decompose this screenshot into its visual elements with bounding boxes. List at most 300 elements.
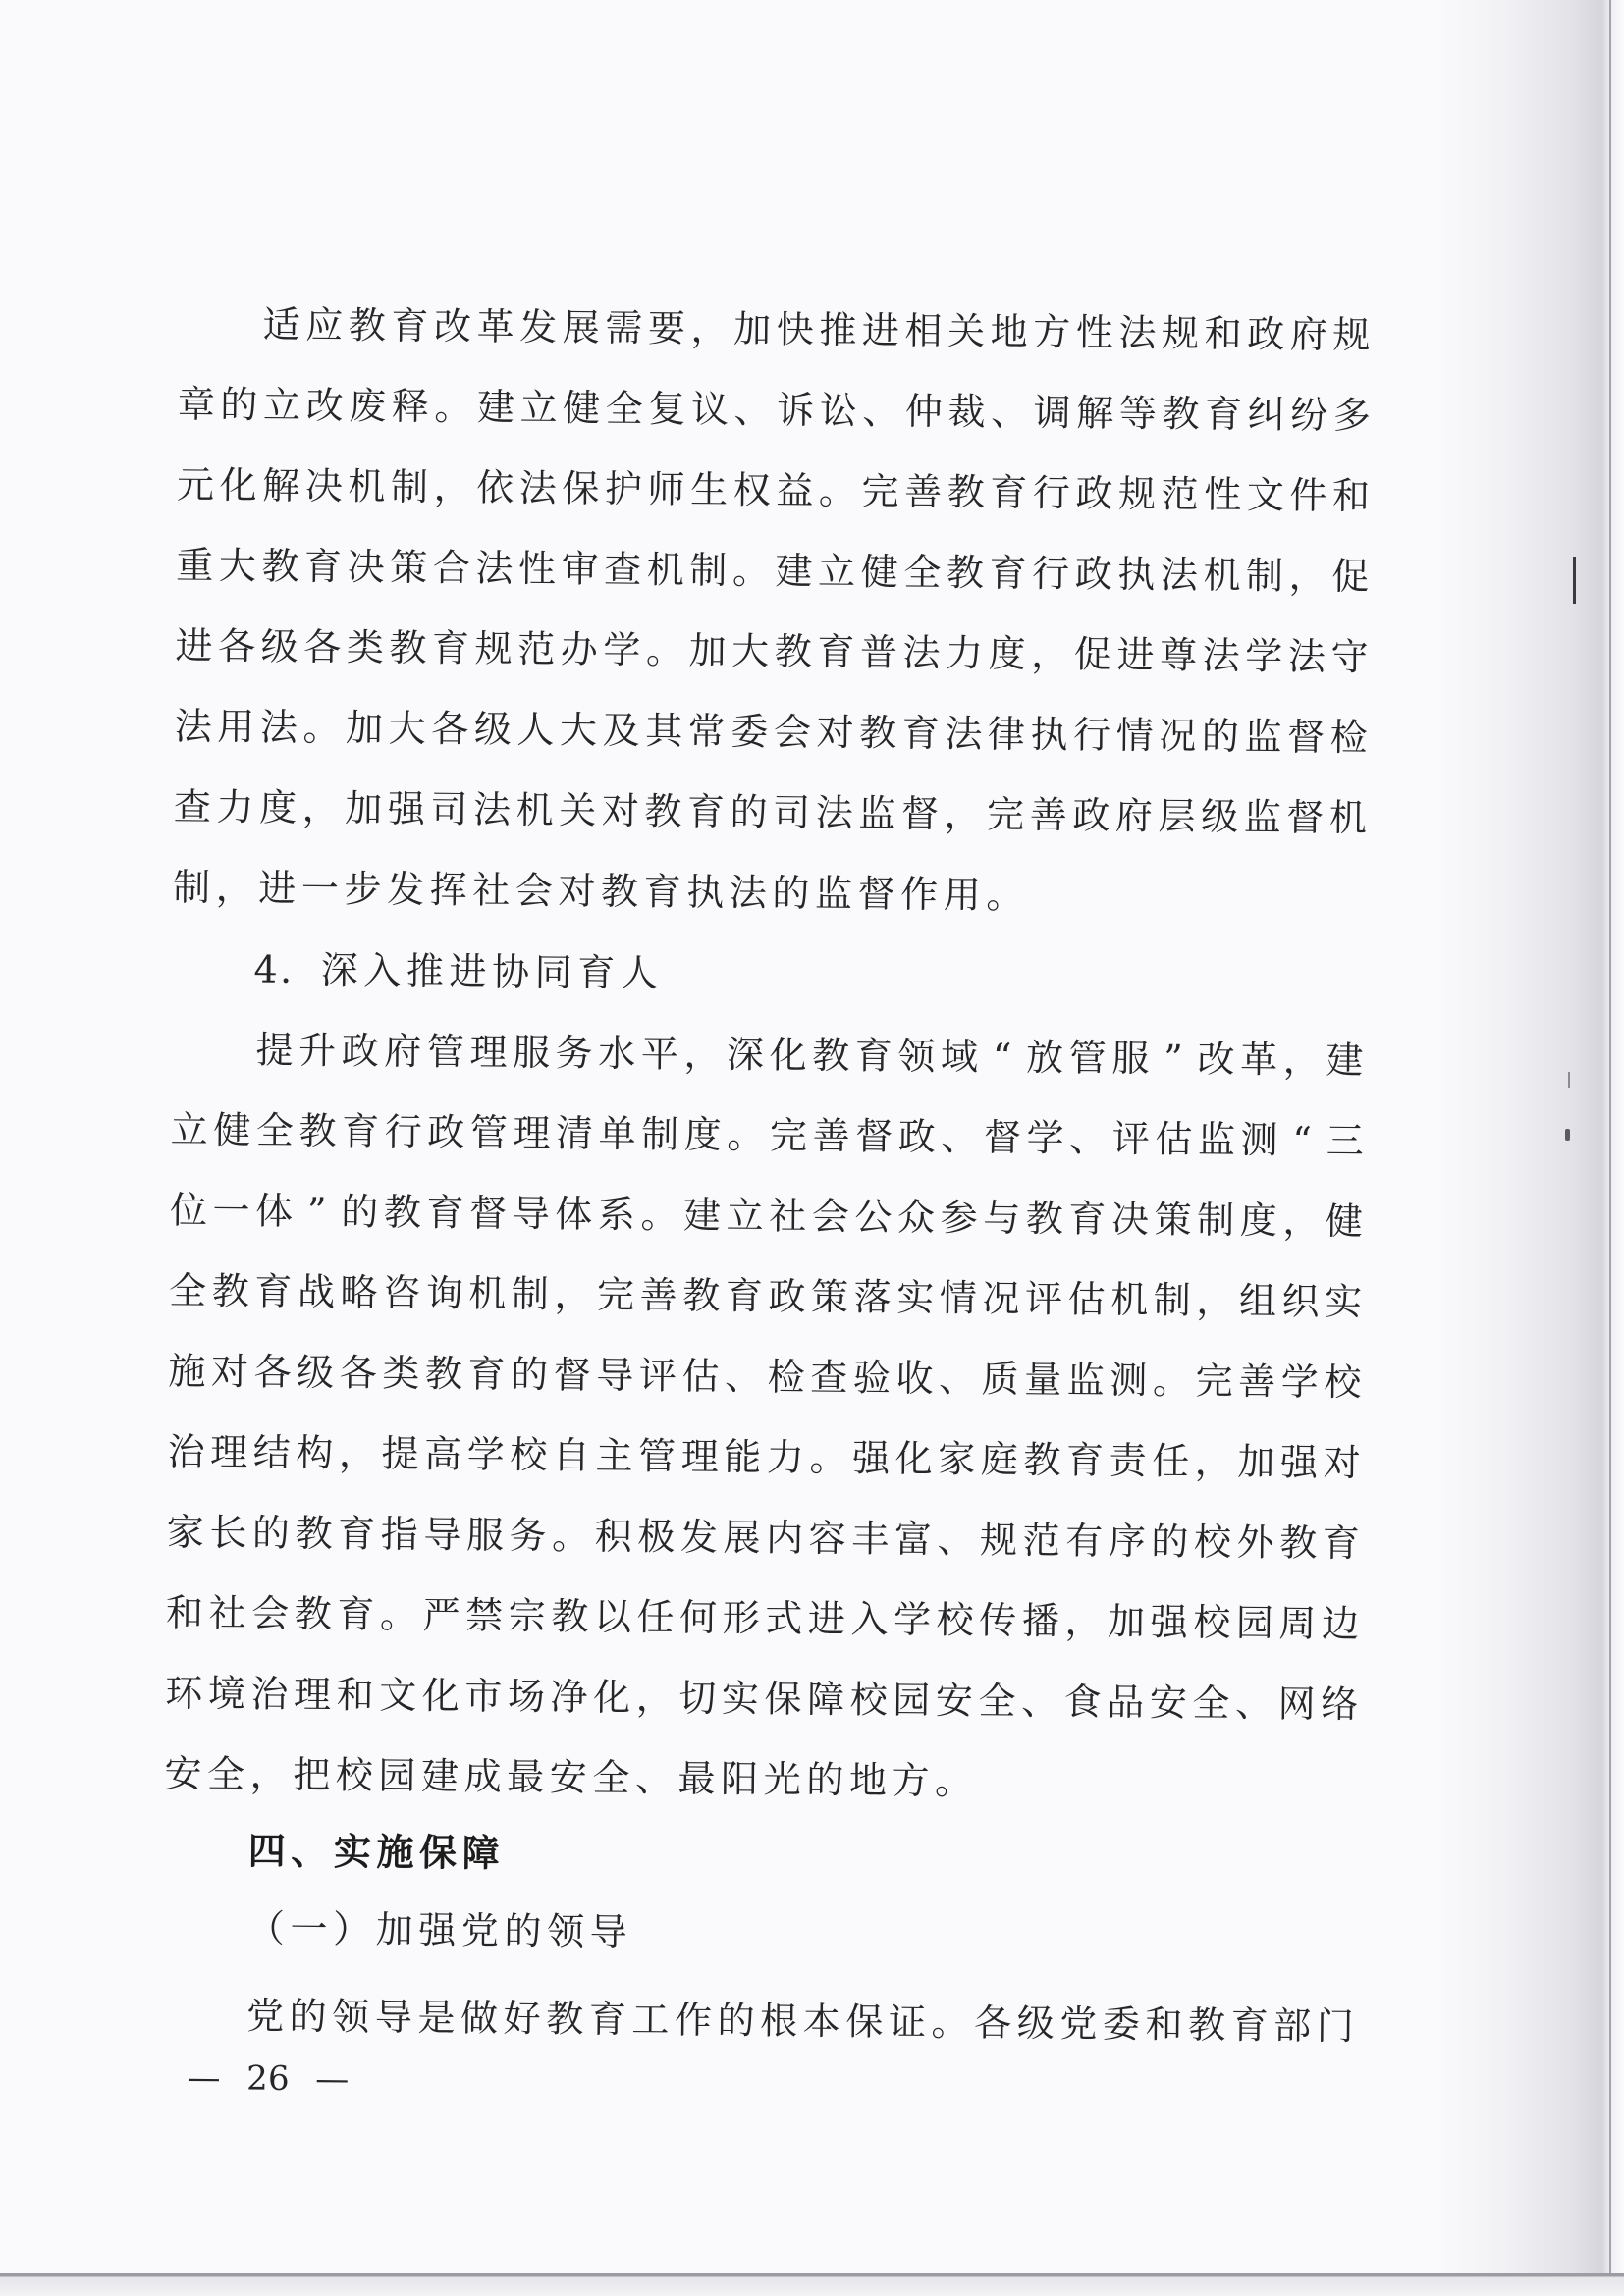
glyph: 制 (511, 1272, 550, 1316)
glyph: 教 (1162, 392, 1200, 436)
scan-mark (1565, 1129, 1570, 1141)
glyph: 战 (297, 1269, 336, 1314)
glyph: 保 (562, 466, 600, 510)
glyph: 大 (388, 706, 426, 751)
glyph: 范 (1161, 472, 1199, 516)
glyph: 以 (593, 1594, 632, 1639)
glyph: 根 (759, 1999, 798, 2043)
glyph: 守 (1330, 635, 1369, 679)
glyph: 服 (465, 1513, 505, 1557)
glyph: 域 (940, 1035, 979, 1079)
glyph: 教 (348, 303, 387, 347)
glyph: 禁 (464, 1593, 504, 1637)
glyph: 执 (686, 870, 725, 915)
glyph: 完 (986, 792, 1025, 837)
glyph: 。 (809, 1435, 847, 1480)
glyph: 校 (335, 1753, 374, 1797)
glyph: 督 (855, 1114, 893, 1158)
glyph: 法 (1287, 634, 1326, 678)
glyph: 类 (382, 1351, 420, 1396)
glyph: 育 (643, 870, 681, 914)
glyph: 策 (1154, 1198, 1192, 1242)
glyph: 本 (802, 1999, 840, 2044)
glyph: 力 (766, 1435, 805, 1479)
glyph: ， (433, 465, 471, 509)
glyph: 入 (363, 948, 402, 992)
glyph: 育 (901, 711, 940, 756)
glyph: 平 (640, 1032, 679, 1076)
glyph: 和 (336, 1673, 374, 1717)
glyph: 党 (1059, 2002, 1098, 2046)
glyph: 环 (165, 1671, 203, 1716)
glyph: 类 (346, 625, 385, 669)
glyph: ， (1282, 1038, 1321, 1082)
glyph: 督 (900, 791, 940, 836)
glyph: 公 (854, 1195, 893, 1239)
glyph: 服 (1111, 1036, 1150, 1081)
glyph: 加 (1107, 1599, 1146, 1644)
glyph: 规 (1332, 313, 1371, 357)
glyph: 全 (206, 1752, 245, 1796)
glyph: 情 (1115, 713, 1154, 758)
glyph: 任 (1151, 1439, 1190, 1483)
glyph: 级 (296, 1350, 335, 1395)
glyph: 领 (897, 1034, 936, 1079)
glyph: 进 (449, 949, 487, 993)
glyph: 育 (725, 1274, 764, 1318)
glyph: 挥 (429, 868, 467, 912)
glyph: 督 (1286, 715, 1326, 759)
glyph: ） (332, 1907, 371, 1951)
glyph: 情 (939, 1276, 978, 1320)
glyph: 其 (644, 709, 683, 753)
glyph: 育 (989, 551, 1027, 596)
glyph: 育 (426, 1191, 464, 1235)
paragraph-line (167, 1181, 1366, 1252)
glyph: 加 (732, 307, 772, 351)
glyph: 、 (1234, 1682, 1273, 1726)
glyph: 步 (344, 867, 382, 911)
glyph: 管 (637, 1434, 677, 1478)
glyph: 构 (296, 1430, 334, 1475)
glyph: 机 (515, 788, 554, 832)
glyph: 进 (861, 308, 900, 352)
glyph: 促 (1073, 632, 1112, 676)
glyph: 机 (1203, 553, 1241, 598)
glyph: 庭 (980, 1437, 1019, 1482)
glyph: 育 (686, 789, 726, 834)
glyph: 育 (577, 950, 616, 995)
glyph: — (315, 2059, 350, 2100)
glyph: 法 (472, 787, 512, 832)
paragraph-line (165, 1342, 1364, 1413)
glyph: 施 (376, 1830, 414, 1875)
glyph: 提 (381, 1431, 419, 1476)
glyph: 全 (978, 1679, 1016, 1724)
glyph: 安 (549, 1755, 587, 1799)
glyph: 教 (858, 711, 897, 755)
glyph: 一 (290, 1906, 328, 1951)
glyph: 光 (763, 1757, 801, 1801)
glyph: 高 (423, 1432, 462, 1476)
glyph: 。 (379, 1592, 418, 1637)
glyph: ， (215, 866, 253, 910)
glyph: 深 (320, 948, 358, 992)
glyph: 、 (291, 1829, 329, 1874)
glyph: 各 (303, 624, 342, 669)
glyph: 教 (774, 629, 812, 673)
glyph: 革 (476, 304, 514, 349)
glyph: 教 (383, 1190, 422, 1235)
glyph: 4 (253, 947, 278, 991)
glyph: 、 (862, 389, 900, 433)
glyph: 四 (247, 1829, 286, 1873)
glyph: 改 (1197, 1037, 1235, 1082)
glyph: 导 (589, 1909, 627, 1954)
glyph: 育 (1204, 392, 1243, 437)
glyph: 全 (255, 1108, 295, 1152)
glyph: 关 (947, 309, 986, 353)
glyph: 教 (644, 789, 682, 833)
glyph: ， (1288, 554, 1326, 598)
glyph: 度 (683, 1112, 723, 1157)
glyph: 制 (1245, 554, 1284, 598)
glyph: 健 (213, 1108, 251, 1152)
glyph: 育 (588, 1997, 627, 2042)
glyph: 裁 (947, 390, 986, 434)
glyph: 校 (849, 1678, 888, 1722)
glyph: 法 (1202, 633, 1240, 678)
glyph: 监 (1243, 795, 1281, 839)
glyph: 法 (174, 704, 212, 749)
glyph: 治 (250, 1672, 289, 1716)
glyph: 机 (646, 548, 684, 592)
glyph: 周 (1278, 1601, 1317, 1645)
glyph: 和 (1145, 2002, 1183, 2047)
glyph: 法 (815, 791, 854, 835)
paragraph-line (164, 1503, 1363, 1574)
glyph: 育 (990, 470, 1028, 515)
glyph: 级 (1200, 794, 1239, 839)
glyph: 范 (1022, 1519, 1060, 1563)
paragraph-line (165, 1422, 1364, 1493)
glyph: 能 (724, 1435, 762, 1479)
glyph: 传 (979, 1598, 1017, 1643)
glyph: ， (338, 1431, 377, 1475)
glyph: ” (306, 1190, 327, 1234)
glyph: 位 (169, 1188, 208, 1233)
glyph: 切 (678, 1676, 717, 1721)
glyph: 估 (1155, 1117, 1193, 1161)
glyph: 实 (721, 1677, 760, 1721)
glyph: 革 (1239, 1038, 1278, 1082)
glyph: 对 (816, 711, 854, 755)
glyph: 人 (620, 951, 659, 995)
glyph: 强 (1279, 1440, 1319, 1484)
glyph: 理 (680, 1434, 719, 1479)
glyph: 执 (1030, 713, 1068, 757)
glyph: 。 (931, 2001, 969, 2045)
glyph: 决 (304, 464, 344, 508)
glyph: 的 (220, 383, 258, 427)
glyph: 入 (850, 1597, 889, 1641)
glyph: 会 (514, 869, 554, 913)
glyph: 促 (1331, 555, 1370, 599)
glyph: 力 (216, 785, 254, 829)
glyph: 改 (305, 384, 344, 428)
glyph: 健 (1325, 1200, 1364, 1244)
glyph: 教 (600, 869, 639, 914)
glyph: 好 (503, 1997, 541, 2041)
glyph: 部 (1273, 2003, 1312, 2048)
glyph: 宗 (508, 1594, 546, 1638)
glyph: 策 (390, 545, 428, 590)
glyph: 。 (818, 469, 857, 513)
glyph: 外 (1236, 1521, 1274, 1565)
glyph: 导 (596, 1353, 634, 1398)
glyph: 建 (420, 1754, 460, 1798)
glyph: 积 (594, 1514, 632, 1559)
glyph: 任 (636, 1595, 675, 1639)
paragraph-line (174, 455, 1373, 526)
glyph: 育 (817, 630, 855, 674)
glyph: 教 (946, 551, 985, 595)
glyph: 收 (895, 1356, 934, 1401)
glyph: 评 (638, 1354, 677, 1398)
glyph: 教 (261, 544, 299, 588)
glyph: 责 (1109, 1438, 1147, 1483)
glyph: 织 (1281, 1279, 1320, 1323)
glyph: 市 (464, 1674, 503, 1718)
glyph: ， (683, 1032, 722, 1077)
glyph: 益 (776, 468, 814, 512)
glyph: 教 (298, 1108, 337, 1153)
glyph: 治 (167, 1429, 205, 1474)
glyph: 最 (677, 1756, 716, 1801)
glyph: 和 (1204, 311, 1242, 356)
glyph: 行 (1072, 713, 1111, 757)
glyph: 。 (727, 1113, 765, 1157)
glyph: 及 (602, 708, 640, 753)
subsection-heading (244, 1898, 630, 1961)
glyph: 法 (475, 546, 514, 591)
glyph: 教 (1023, 1438, 1061, 1482)
glyph: 的 (730, 790, 768, 834)
glyph: 机 (348, 464, 386, 508)
glyph: 全 (592, 1755, 630, 1800)
glyph: 育 (1065, 1438, 1105, 1482)
glyph: 障 (806, 1677, 845, 1722)
glyph: 仲 (904, 389, 944, 434)
glyph: 做 (460, 1996, 499, 2040)
glyph: 实 (1324, 1280, 1363, 1324)
glyph: 学 (1026, 1116, 1064, 1160)
glyph: 学 (893, 1597, 932, 1642)
glyph: 级 (1016, 2002, 1055, 2046)
glyph: 发 (518, 305, 558, 349)
glyph: 、 (1068, 1116, 1108, 1160)
glyph: 对 (558, 869, 596, 913)
glyph: 度 (1239, 1199, 1277, 1243)
glyph: 门 (1316, 2003, 1355, 2049)
glyph: 参 (940, 1196, 978, 1240)
glyph: 发 (386, 867, 425, 912)
glyph: 。 (731, 549, 771, 593)
glyph: 管 (1068, 1036, 1107, 1080)
glyph: 育 (391, 303, 429, 348)
glyph: 生 (689, 467, 729, 512)
glyph: 加 (1237, 1440, 1275, 1484)
glyph: 成 (463, 1754, 502, 1798)
glyph: 度 (988, 631, 1026, 676)
glyph: 放 (1025, 1036, 1064, 1080)
glyph: 善 (1029, 793, 1067, 837)
glyph: 进 (807, 1596, 846, 1641)
glyph: 量 (1024, 1358, 1062, 1402)
glyph: 况 (982, 1276, 1020, 1321)
glyph: 。 (645, 628, 684, 672)
glyph: 相 (904, 308, 943, 353)
glyph: ， (554, 1272, 592, 1316)
glyph: 6 (267, 2058, 290, 2099)
scan-bottom-edge (0, 2273, 1624, 2296)
paragraph-line (172, 616, 1371, 687)
glyph: 园 (378, 1753, 416, 1798)
glyph: 强 (851, 1436, 891, 1480)
glyph: 品 (1107, 1680, 1145, 1725)
glyph: 导 (512, 1192, 550, 1236)
glyph: 的 (717, 1999, 755, 2043)
glyph: 委 (731, 710, 769, 754)
glyph: 执 (1117, 552, 1156, 597)
page-number (182, 2049, 353, 2109)
glyph: 教 (1187, 2002, 1226, 2048)
glyph: 测 (1110, 1358, 1148, 1403)
glyph: 极 (637, 1515, 676, 1559)
glyph: 推 (406, 949, 445, 993)
glyph: 保 (845, 2000, 884, 2044)
glyph: 完 (596, 1272, 635, 1317)
glyph: 教 (947, 470, 985, 514)
glyph: ， (1282, 1199, 1321, 1243)
glyph: 富 (893, 1517, 933, 1562)
glyph: 何 (678, 1595, 718, 1640)
glyph: 实 (333, 1830, 372, 1874)
glyph: 督 (857, 872, 895, 916)
glyph: 家 (166, 1510, 205, 1555)
glyph: 法 (259, 705, 298, 749)
glyph: 安 (164, 1751, 202, 1796)
glyph: 发 (679, 1515, 719, 1560)
glyph: 况 (1159, 714, 1197, 758)
glyph: 学 (466, 1432, 505, 1476)
glyph: 自 (552, 1433, 591, 1477)
glyph: 2 (245, 2058, 268, 2099)
glyph: 建 (476, 385, 515, 430)
glyph: 府 (1114, 793, 1154, 838)
glyph: 序 (1108, 1519, 1147, 1564)
glyph: 领 (546, 1909, 585, 1953)
glyph: 政 (897, 1114, 937, 1159)
glyph: 保 (764, 1677, 802, 1721)
glyph: 机 (1110, 1277, 1149, 1322)
glyph: 强 (1150, 1600, 1188, 1644)
glyph: 督 (468, 1191, 508, 1236)
glyph: 各 (431, 707, 469, 751)
glyph: 改 (433, 304, 472, 348)
glyph: 力 (945, 631, 984, 675)
glyph: 全 (605, 386, 643, 431)
glyph: 验 (852, 1356, 892, 1400)
glyph: 教 (682, 1273, 721, 1318)
glyph: 育 (1068, 1197, 1107, 1241)
glyph: 育 (1322, 1522, 1361, 1566)
glyph: 合 (432, 546, 471, 590)
glyph: 理 (469, 1030, 508, 1075)
glyph: 化 (421, 1674, 460, 1718)
glyph: 、 (990, 390, 1029, 435)
glyph: 废 (348, 384, 387, 428)
glyph: 、 (937, 1518, 975, 1562)
glyph: 社 (769, 1194, 807, 1238)
glyph: 元 (176, 462, 215, 507)
glyph: 纠 (1247, 393, 1285, 437)
glyph: 育 (254, 1269, 293, 1313)
paragraph-line (172, 697, 1371, 768)
glyph: 依 (475, 465, 514, 510)
glyph: 督 (983, 1115, 1022, 1160)
glyph: 制 (1153, 1278, 1192, 1322)
glyph: 文 (1246, 473, 1285, 517)
glyph: 学 (603, 627, 641, 672)
glyph: 决 (1110, 1197, 1150, 1242)
glyph: 健 (562, 386, 601, 430)
glyph: 质 (981, 1357, 1019, 1402)
glyph: 全 (168, 1268, 207, 1313)
glyph: 育 (337, 1512, 376, 1556)
glyph: ， (635, 1676, 674, 1720)
glyph: 审 (561, 547, 599, 591)
paragraph-line (166, 1261, 1365, 1332)
glyph: 育 (467, 1352, 506, 1397)
glyph: ， (1196, 1278, 1234, 1323)
glyph: 展 (562, 305, 600, 349)
glyph: 、 (724, 1355, 763, 1399)
glyph: 完 (1195, 1359, 1233, 1404)
glyph: 络 (1320, 1682, 1359, 1727)
glyph: 完 (769, 1113, 808, 1157)
glyph: 律 (987, 712, 1026, 757)
glyph: 司 (430, 787, 468, 831)
paragraph-line (244, 1986, 1357, 2056)
glyph: 议 (690, 387, 730, 432)
glyph: 教 (295, 1511, 333, 1556)
glyph: 。 (986, 873, 1024, 918)
glyph: 体 (555, 1192, 593, 1236)
glyph: 的 (289, 1994, 327, 2039)
glyph: ， (301, 785, 340, 830)
glyph: 机 (1328, 796, 1368, 840)
glyph: 快 (776, 307, 814, 351)
glyph: 众 (896, 1195, 936, 1240)
glyph: 方 (1033, 310, 1071, 354)
glyph: 性 (1075, 310, 1114, 354)
paragraph-line (170, 858, 1026, 925)
glyph: 健 (860, 550, 898, 594)
glyph: 进 (258, 866, 297, 910)
glyph: 估 (681, 1354, 720, 1399)
glyph: 建 (1326, 1039, 1364, 1083)
